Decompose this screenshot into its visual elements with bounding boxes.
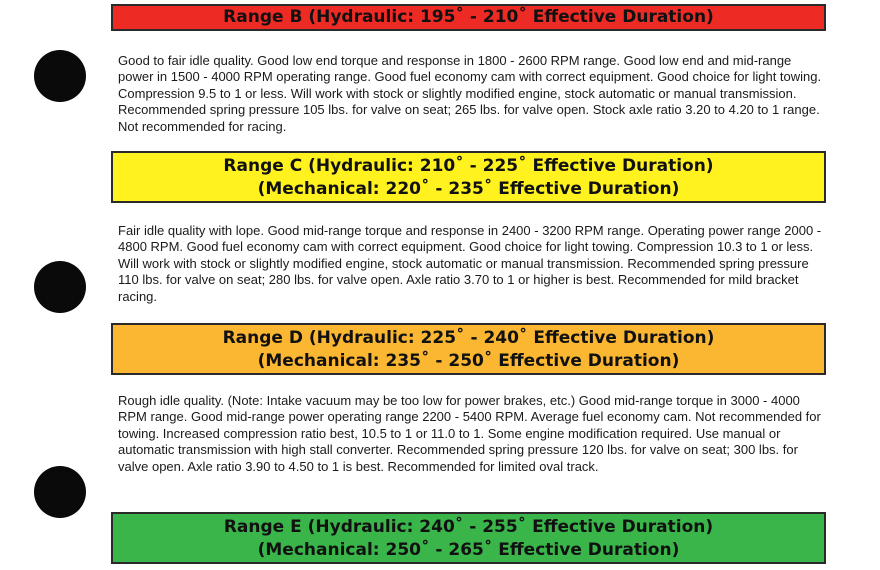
- range-e-heading: [111, 512, 826, 564]
- range-d-bullet-dot: [34, 466, 86, 518]
- range-c-description: Fair idle quality with lope. Good mid-range torque and response in 2400 - 3200 RPM range. Operating power range 2000 - 4800 RPM. Good fuel economy cam with correct equipment. Good choice for light towing. Compression 10.3 to 1 or less. Will work with stock or slightly modified engine, stock automatic or manual transmission. Recommended spring pressure 110 lbs. for valve on seat; 280 lbs. for valve open. Axle ratio 3.70 to 1 or higher is best. Recommended for mild bracket racing.: [118, 223, 822, 304]
- range-b-bullet-dot: [34, 50, 86, 102]
- range-d-description: Rough idle quality. (Note: Intake vacuum may be too low for power brakes, etc.) Good mid-range torque in 3000 - 4000 RPM range. Good mid-range power operating range 2200 - 5400 RPM. Average fuel economy cam. Not recommended for towing. Increased compression ratio best, 10.5 to 1 or 11.0 to 1. Some engine modification required. Use manual or automatic transmission with high stall converter. Recommended spring pressure 120 lbs. for valve on seat; 300 lbs. for valve open. Axle ratio 3.90 to 4.50 to 1 is best. Recommended for limited oval track.: [118, 393, 821, 474]
- range-d-heading-line-1: Range D (Hydraulic: 225˚ - 240˚ Effective Duration): [222, 328, 715, 348]
- range-b-heading: [111, 4, 826, 31]
- range-b-heading-line-1: Range B (Hydraulic: 195˚ - 210˚ Effective Duration): [223, 7, 714, 27]
- range-d-heading-line-2: (Mechanical: 235˚ - 250˚ Effective Duration): [257, 351, 680, 371]
- range-c-heading-line-1: Range C (Hydraulic: 210˚ - 225˚ Effective Duration): [223, 156, 714, 176]
- range-e-heading-line-1: Range E (Hydraulic: 240˚ - 255˚ Effective Duration): [223, 517, 714, 537]
- range-c-bullet-dot: [34, 261, 86, 313]
- range-e-heading-line-2: (Mechanical: 250˚ - 265˚ Effective Duration): [257, 540, 680, 560]
- range-c-heading: [111, 151, 826, 203]
- range-d-heading: [111, 323, 826, 375]
- range-c-heading-line-2: (Mechanical: 220˚ - 235˚ Effective Duration): [257, 179, 680, 199]
- range-b-description: Good to fair idle quality. Good low end torque and response in 1800 - 2600 RPM range. Good low end and mid-range power in 1500 - 4000 RPM operating range. Good fuel economy cam with correct equipment. Good choice for light towing. Compression 9.5 to 1 or less. Will work with stock or slightly modified engine, stock automatic or manual transmission. Recommended spring pressure 105 lbs. for valve on seat; 265 lbs. for valve open. Stock axle ratio 3.20 to 4.20 to 1 range. Not recommended for racing.: [118, 53, 822, 134]
